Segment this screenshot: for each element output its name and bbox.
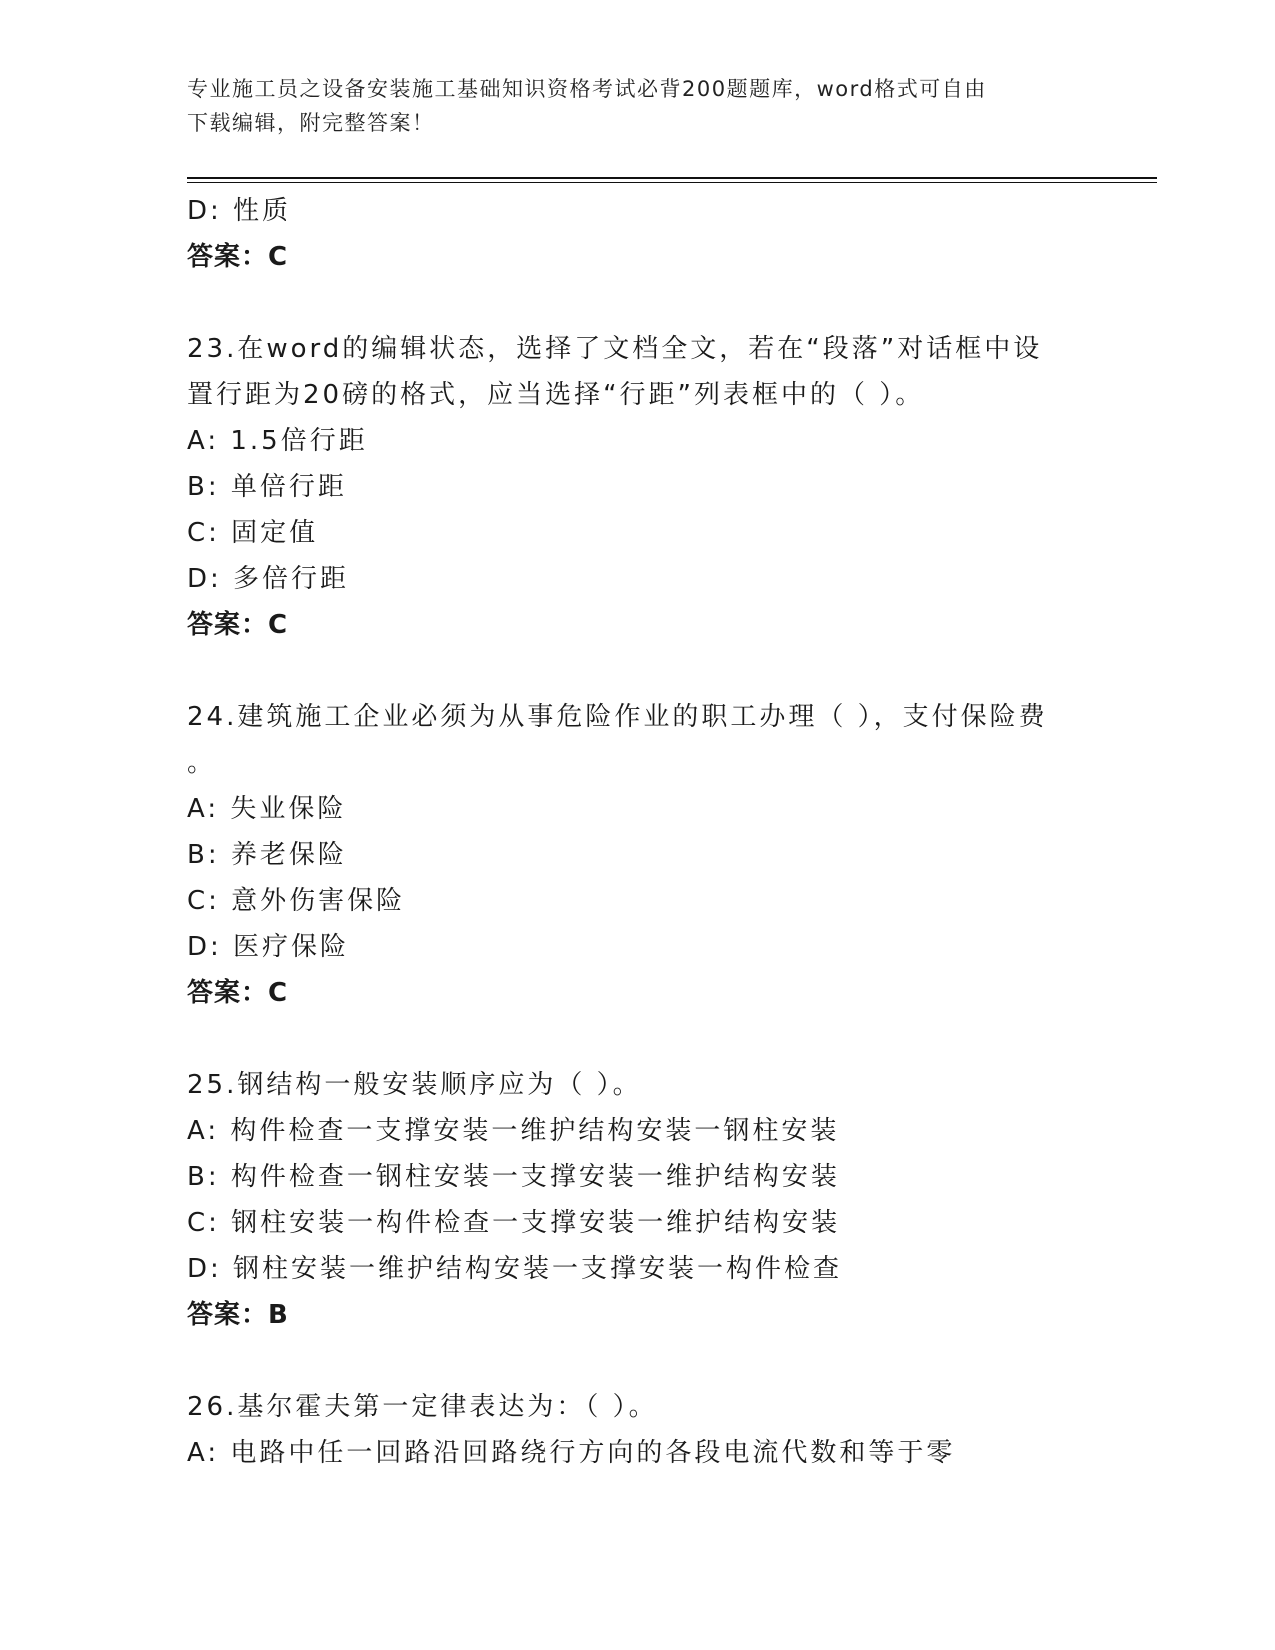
option-d: D: 医疗保险 bbox=[187, 932, 350, 962]
option-b: B: 单倍行距 bbox=[187, 472, 347, 502]
question-26 bbox=[187, 1384, 1087, 1476]
option-c: C: 固定值 bbox=[187, 518, 319, 548]
question-text-line: 25.钢结构一般安装顺序应为（ ）。 bbox=[187, 1070, 642, 1100]
question-23 bbox=[187, 326, 1087, 648]
option-b: B: 构件检查一钢柱安装一支撑安装一维护结构安装 bbox=[187, 1162, 840, 1192]
answer: 答案：B bbox=[187, 1300, 289, 1330]
header-line-2: 下载编辑，附完整答案！ bbox=[187, 111, 435, 135]
option-d: D: 多倍行距 bbox=[187, 564, 350, 594]
option-c: C: 钢柱安装一构件检查一支撑安装一维护结构安装 bbox=[187, 1208, 841, 1238]
option-d: D: 钢柱安装一维护结构安装一支撑安装一构件检查 bbox=[187, 1254, 843, 1284]
option-b: B: 养老保险 bbox=[187, 840, 347, 870]
question-text-line: 。 bbox=[187, 748, 217, 778]
option-a: A: 失业保险 bbox=[187, 794, 347, 824]
question-content bbox=[187, 188, 1087, 1476]
option-a: A: 电路中任一回路沿回路绕行方向的各段电流代数和等于零 bbox=[187, 1438, 956, 1468]
prev-option-d: D: 性质 bbox=[187, 196, 292, 226]
question-text-line: 24.建筑施工企业必须为从事危险作业的职工办理（ ），支付保险费 bbox=[187, 702, 1048, 732]
header-divider bbox=[187, 177, 1157, 183]
header-line-1: 专业施工员之设备安装施工基础知识资格考试必背200题题库，word格式可自由 bbox=[187, 77, 987, 101]
question-25 bbox=[187, 1062, 1087, 1338]
option-c: C: 意外伤害保险 bbox=[187, 886, 406, 916]
question-text-line: 置行距为20磅的格式，应当选择“行距”列表框中的（ ）。 bbox=[187, 380, 925, 410]
question-text-line: 23.在word的编辑状态，选择了文档全文，若在“段落”对话框中设 bbox=[187, 334, 1043, 364]
answer: 答案：C bbox=[187, 610, 289, 640]
question-text-line: 26.基尔霍夫第一定律表达为：（ ）。 bbox=[187, 1392, 658, 1422]
question-24 bbox=[187, 694, 1087, 1016]
prev-answer: 答案：C bbox=[187, 242, 289, 272]
page-header bbox=[187, 72, 1087, 140]
answer: 答案：C bbox=[187, 978, 289, 1008]
option-a: A: 1.5倍行距 bbox=[187, 426, 368, 456]
option-a: A: 构件检查一支撑安装一维护结构安装一钢柱安装 bbox=[187, 1116, 840, 1146]
